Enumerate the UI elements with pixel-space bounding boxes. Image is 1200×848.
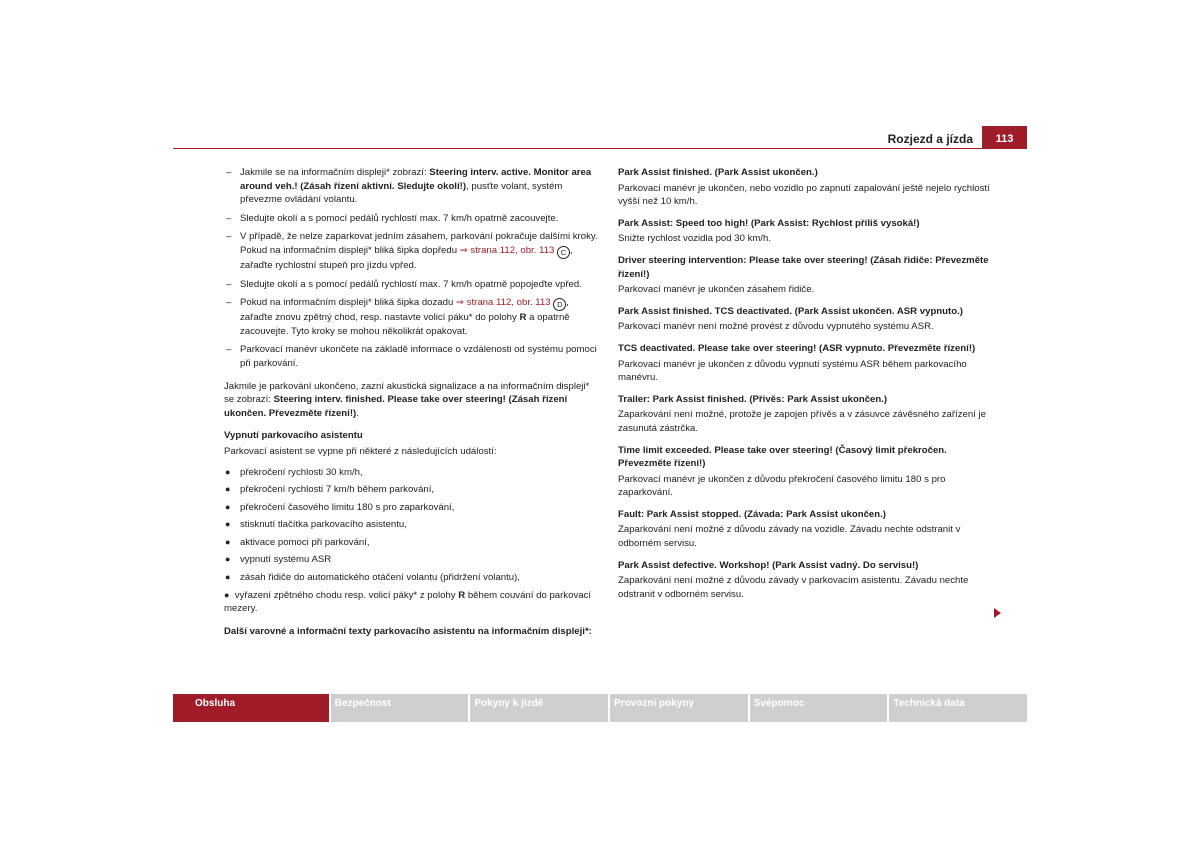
list-item-text: aktivace pomoci při parkování, xyxy=(240,536,370,548)
bullet-marker: ● xyxy=(225,554,231,565)
list-item xyxy=(224,466,598,480)
paragraph-text-bold: Steering interv. finished. Please take over steering! (Zásah řízení ukončen. Převezměte řízení!) xyxy=(224,394,568,419)
dash-marker: – xyxy=(226,344,232,356)
step-text: , pusťte volant, systém převezme ovládání volantu. xyxy=(240,180,563,206)
message-title: Park Assist: Speed too high! (Park Assist: Rychlost příliš vysoká!) xyxy=(618,217,920,229)
bullet-marker: ● xyxy=(225,572,231,583)
message-title: TCS deactivated. Please take over steering! (ASR vypnuto. Převezměte řízení!) xyxy=(618,342,976,354)
cross-reference-link[interactable]: ⇒ strana 112, obr. 113 xyxy=(459,244,555,256)
paragraph-text: . xyxy=(356,407,359,419)
list-item-text: zásah řidiče do automatického otáčení volantu (přidržení volantu), xyxy=(240,572,520,584)
message-description: Parkovací manévr je ukončen z důvodu vypnutí systému ASR během parkovacího manévru. xyxy=(618,358,967,384)
list-item xyxy=(224,501,598,515)
tab-bezpecnost[interactable]: Bezpečnost xyxy=(331,694,469,722)
message-description: Parkovací manévr je ukončen, nebo vozidlo po zapnutí zapalování ještě nejelo rychlostí vyšší než 10 km/h. xyxy=(618,182,990,208)
list-item xyxy=(224,589,598,616)
dash-marker: – xyxy=(226,167,232,178)
section-heading-more: Další varovné a informační texty parkovacího asistentu na informačním displeji*: xyxy=(224,625,592,637)
step-item xyxy=(224,212,598,226)
step-text: a opatrně zacouvejte. Tyto kroky se mohou několikrát opakovat. xyxy=(240,312,570,337)
list-item-text: překročení časového limitu 180 s pro zaparkování, xyxy=(240,501,455,513)
step-text: , zařaďte rychlostní stupeň pro jízdu vpřed. xyxy=(240,244,573,271)
tab-provozni-pokyny[interactable]: Provozní pokyny xyxy=(610,694,748,722)
dash-marker: – xyxy=(226,212,232,224)
bullet-marker: ● xyxy=(225,519,231,530)
step-item xyxy=(224,166,598,207)
chapter-title: Rozjezd a jízda xyxy=(887,132,973,146)
message-description: Snižte rychlost vozidla pod 30 km/h. xyxy=(618,233,772,245)
list-item xyxy=(224,571,598,585)
list-item xyxy=(224,518,598,532)
message-title: Time limit exceeded. Please take over steering! (Časový limit překročen. Převezměte řízení!) xyxy=(618,444,947,470)
dash-marker: – xyxy=(226,297,232,309)
list-item-text: překročení rychlosti 7 km/h během parkování, xyxy=(240,484,435,496)
message-description: Parkovací manévr není možné provést z důvodu vypnutého systému ASR. xyxy=(618,321,934,333)
figure-callout-c: C xyxy=(557,246,570,259)
message-description: Parkovací manévr je ukončen zásahem řidiče. xyxy=(618,284,815,296)
list-item-text: překročení rychlosti 30 km/h, xyxy=(240,466,363,478)
message-description: Zaparkování není možné z důvodu závady na vozidle. Závadu nechte odstranit v odborném servisu. xyxy=(618,524,961,550)
step-text: Pokud na informačním displeji* bliká šipka dozadu xyxy=(240,297,456,309)
message-title: Driver steering intervention: Please take over steering! (Zásah řidiče: Převezměte řízení!) xyxy=(618,254,989,280)
step-text: Sledujte okolí a s pomocí pedálů rychlostí max. 7 km/h opatrně popojeďte vpřed. xyxy=(240,278,582,290)
message-description: Parkovací manévr je ukončen z důvodu překročení časového limitu 180 s pro zaparkování. xyxy=(618,473,946,499)
right-column xyxy=(618,166,992,609)
step-item xyxy=(224,230,598,272)
intro-off-text: Parkovací asistent se vypne při některé z následujících událostí: xyxy=(224,445,497,457)
dash-marker: – xyxy=(226,278,232,290)
bullet-marker: ● xyxy=(225,466,231,477)
page-number: 113 xyxy=(982,126,1027,149)
list-item-text: během couvání do parkovací mezery. xyxy=(224,589,592,615)
tab-obsluha[interactable]: Obsluha xyxy=(173,694,329,722)
finish-paragraph xyxy=(224,380,598,421)
tab-svepomoc[interactable]: Svépomoc xyxy=(750,694,888,722)
step-text: V případě, že nelze zaparkovat jedním zásahem, parkování pokračuje dalšími kroky. Pokud na informačním displeji* bliká šipka dopředu xyxy=(240,231,598,256)
tab-technicka-data[interactable]: Technická data xyxy=(889,694,1027,722)
left-column xyxy=(224,166,598,640)
step-text-bold: Steering interv. active. Monitor area around veh.! (Zásah řízení aktivní. Sledujte okolí!) xyxy=(240,167,592,192)
message-title: Trailer: Park Assist finished. (Přívěs: Park Assist ukončen.) xyxy=(618,393,888,405)
list-item xyxy=(224,536,598,550)
step-text: Jakmile se na informačním displeji* zobrazí: xyxy=(240,167,430,178)
message-title: Park Assist defective. Workshop! (Park Assist vadný. Do servisu!) xyxy=(618,559,919,571)
list-item xyxy=(224,553,598,567)
step-item xyxy=(224,343,598,370)
cross-reference-link[interactable]: ⇒ strana 112, obr. 113 xyxy=(455,297,551,309)
step-text: , zařaďte znovu zpětný chod, resp. nastavte volicí páku* do polohy xyxy=(240,297,569,324)
list-item-text: vypnutí systému ASR xyxy=(240,554,332,566)
message-title: Park Assist finished. (Park Assist ukončen.) xyxy=(618,167,818,178)
step-text: Sledujte okolí a s pomocí pedálů rychlostí max. 7 km/h opatrně zacouvejte. xyxy=(240,212,559,224)
footer-navigation xyxy=(173,694,1027,722)
message-description: Zaparkování není možné z důvodu závady v parkovacím asistentu. Závadu nechte odstranit v odborném servisu. xyxy=(618,575,969,600)
tab-pokyny-k-jizde[interactable]: Pokyny k jízdě xyxy=(470,694,608,722)
dash-marker: – xyxy=(226,231,232,243)
message-title: Fault: Park Assist stopped. (Závada: Park Assist ukončen.) xyxy=(618,508,886,520)
list-item-text: vyřazení zpětného chodu resp. volicí páky* z polohy xyxy=(234,589,459,601)
message-description: Zaparkování není možné, protože je zapojen přívěs a v zásuvce závěsného zařízení je zasunutá zástrčka. xyxy=(618,409,986,434)
bullet-marker: ● xyxy=(224,589,230,600)
triangle-right-icon[interactable] xyxy=(994,608,1001,618)
bullet-marker: ● xyxy=(225,484,231,495)
step-item xyxy=(224,296,598,338)
list-item-text-bold: R xyxy=(458,589,466,601)
bullet-marker: ● xyxy=(225,501,231,512)
step-item xyxy=(224,278,598,292)
section-heading-off: Vypnutí parkovacího asistentu xyxy=(224,430,363,442)
message-title: Park Assist finished. TCS deactivated. (Park Assist ukončen. ASR vypnuto.) xyxy=(618,305,963,317)
step-text-bold: R xyxy=(519,312,527,324)
bullet-marker: ● xyxy=(225,536,231,547)
list-item xyxy=(224,483,598,497)
step-text: Parkovací manévr ukončete na základě informace o vzdálenosti od systému pomoci při parkování. xyxy=(240,344,597,369)
header-rule xyxy=(173,148,1027,149)
figure-callout-d: D xyxy=(553,298,566,311)
list-item-text: stisknutí tlačítka parkovacího asistentu, xyxy=(240,519,407,531)
paragraph-text: Jakmile je parkování ukončeno, zazní akustická signalizace a na informačním displeji* se zobrazí: xyxy=(224,380,590,406)
